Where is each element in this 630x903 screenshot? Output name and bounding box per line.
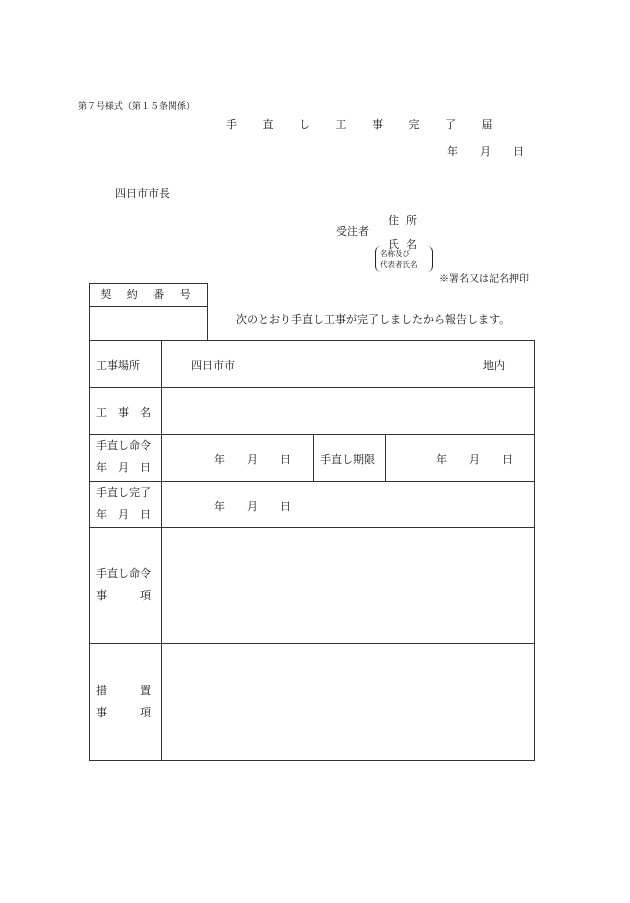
- contractor-label: 受注者: [336, 225, 369, 238]
- row-divider: [90, 434, 534, 435]
- cell-divider: [385, 434, 386, 481]
- name-label: 氏名: [388, 238, 424, 251]
- order-items-label-line-2: 事 項: [96, 589, 151, 602]
- form-number: 第７号様式（第１５条関係）: [78, 102, 196, 112]
- order-date-label-line-1: 手直し命令: [96, 439, 151, 452]
- order-date-label: [96, 435, 151, 479]
- order-items-label: [96, 563, 151, 607]
- document-title: 手 直 し 工 事 完 了 届: [226, 118, 504, 131]
- location-city: 四日市市: [191, 359, 235, 372]
- deadline-value[interactable]: 年 月 日: [436, 453, 513, 466]
- row-divider: [90, 527, 534, 528]
- measures-label: [96, 680, 151, 724]
- contract-number-label: 契 約 番 号: [90, 284, 207, 307]
- company-note-line-2: 代表者氏名: [380, 260, 418, 269]
- row-divider: [90, 387, 534, 388]
- completion-date-value[interactable]: 年 月 日: [214, 500, 291, 513]
- order-date-value[interactable]: 年 月 日: [214, 453, 291, 466]
- company-note-line-1: 名称及び: [380, 249, 410, 258]
- report-text: 次のとおり手直し工事が完了しましたから報告します。: [236, 313, 511, 326]
- measures-label-line-2: 事 項: [96, 706, 151, 719]
- label-column-divider: [161, 341, 162, 760]
- main-table: [89, 340, 535, 761]
- contract-number-box: [89, 283, 208, 341]
- company-note: [380, 248, 418, 270]
- completion-date-label-line-1: 手直し完了: [96, 486, 151, 499]
- signature-note: ※署名又は記名押印: [439, 274, 529, 285]
- order-date-label-line-2: 年 月 日: [96, 461, 151, 474]
- completion-date-label: [96, 482, 151, 526]
- submission-date: 年 月 日: [447, 145, 524, 158]
- completion-date-label-line-2: 年 月 日: [96, 508, 151, 521]
- addressee: 四日市市長: [115, 187, 170, 200]
- location-label: 工事場所: [96, 359, 140, 372]
- measures-label-line-1: 措 置: [96, 684, 151, 697]
- deadline-label: 手直し期限: [320, 453, 375, 466]
- address-label: 住所: [388, 214, 424, 227]
- row-divider: [90, 481, 534, 482]
- order-items-label-line-1: 手直し命令: [96, 567, 151, 580]
- cell-divider: [313, 434, 314, 481]
- location-suffix: 地内: [483, 359, 505, 372]
- row-divider: [90, 643, 534, 644]
- work-name-label: 工 事 名: [96, 406, 151, 419]
